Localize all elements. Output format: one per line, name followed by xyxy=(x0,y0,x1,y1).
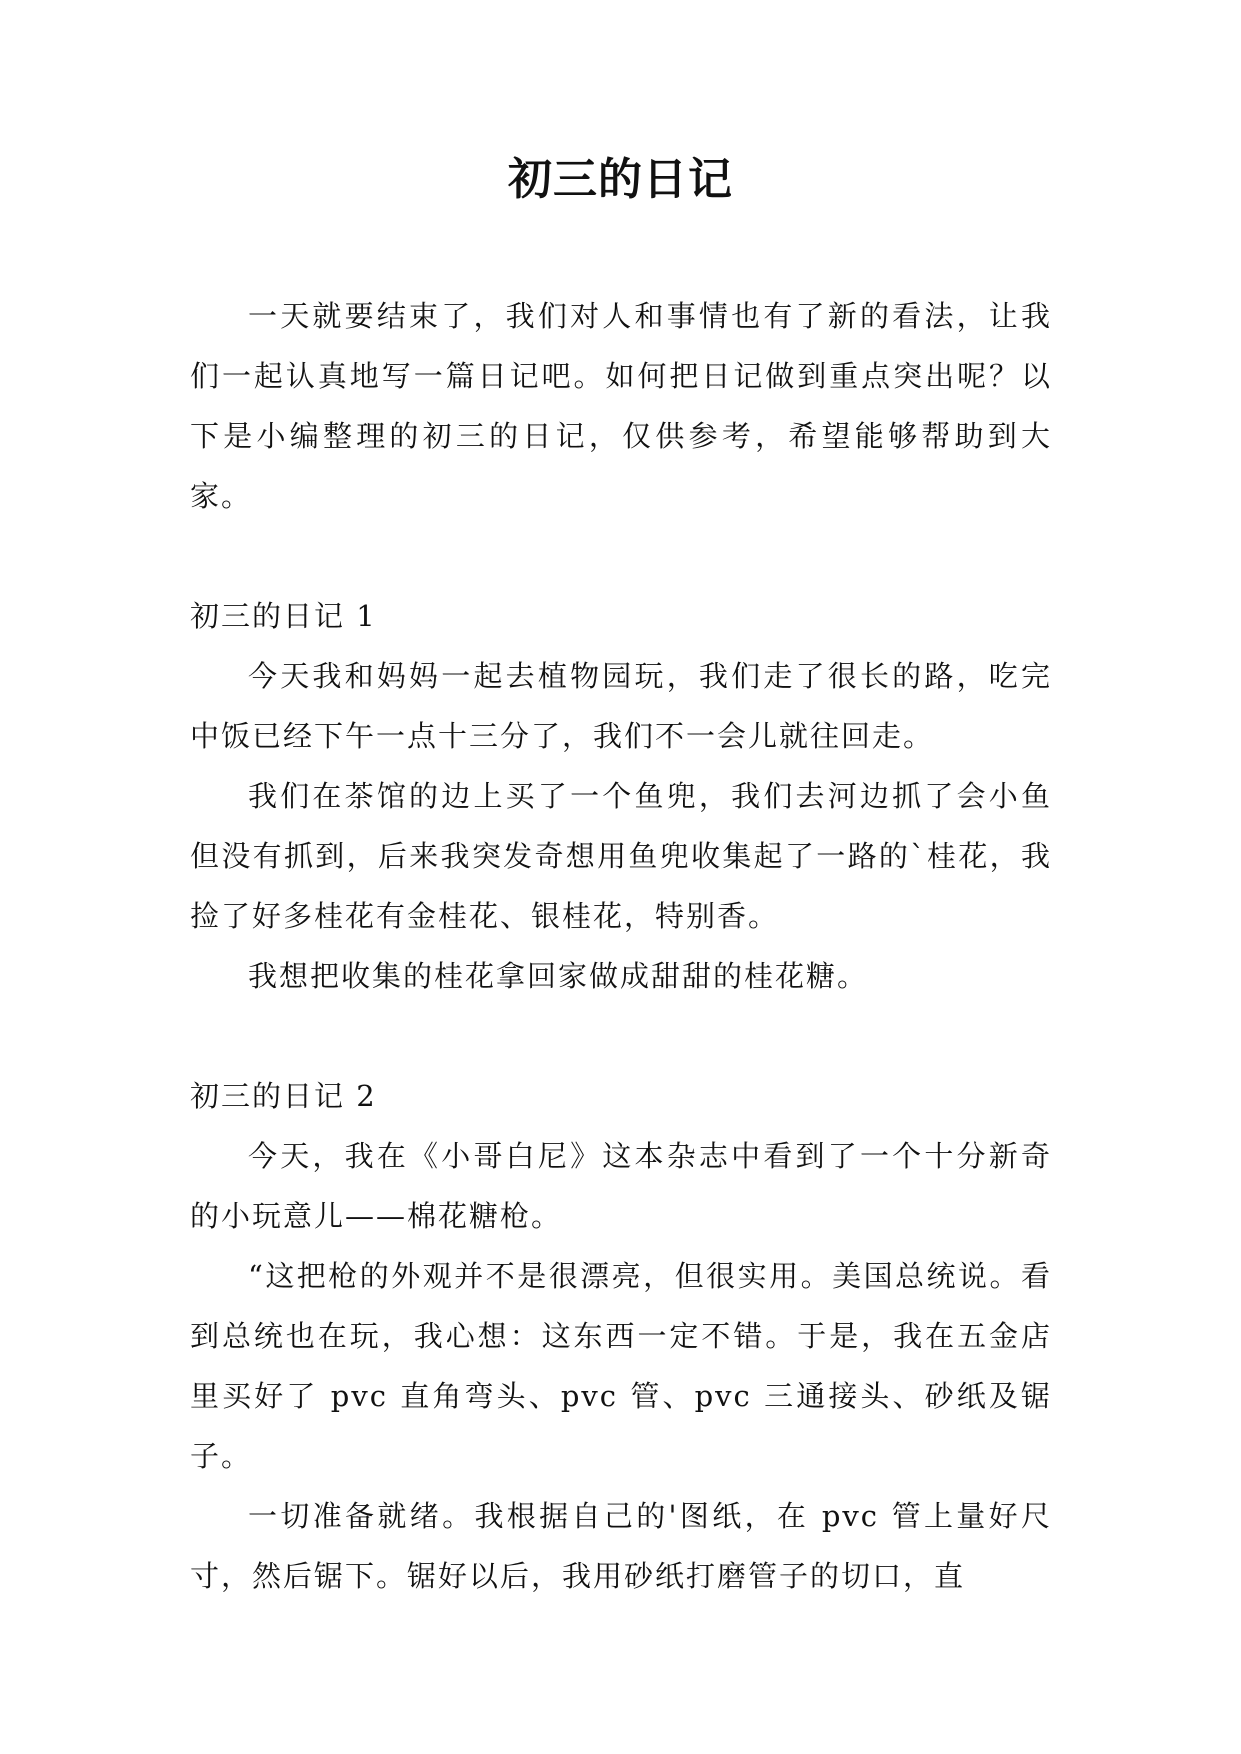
section-gap xyxy=(190,526,1052,586)
section-heading: 初三的日记 2 xyxy=(190,1079,377,1113)
section-paragraph: 今天，我在《小哥白尼》这本杂志中看到了一个十分新奇的小玩意儿——棉花糖枪。 xyxy=(190,1139,1052,1233)
section-paragraph: 我们在茶馆的边上买了一个鱼兜，我们去河边抓了会小鱼但没有抓到，后来我突发奇想用鱼兜收集起了一路的`桂花，我捡了好多桂花有金桂花、银桂花，特别香。 xyxy=(190,779,1052,933)
document-title: 初三的日记 xyxy=(508,154,733,205)
section-gap xyxy=(190,1006,1052,1066)
section-diary-2 xyxy=(190,1066,1052,1606)
section-paragraph: 今天我和妈妈一起去植物园玩，我们走了很长的路，吃完中饭已经下午一点十三分了，我们不一会儿就往回走。 xyxy=(190,659,1052,753)
document-body xyxy=(190,286,1052,1606)
section-heading: 初三的日记 1 xyxy=(190,599,377,633)
section-paragraph: 我想把收集的桂花拿回家做成甜甜的桂花糖。 xyxy=(248,959,869,993)
intro-paragraph: 一天就要结束了，我们对人和事情也有了新的看法，让我们一起认真地写一篇日记吧。如何把日记做到重点突出呢？以下是小编整理的初三的日记，仅供参考，希望能够帮助到大家。 xyxy=(190,299,1052,513)
section-paragraph: “这把枪的外观并不是很漂亮，但很实用。美国总统说。看到总统也在玩，我心想：这东西一定不错。于是，我在五金店里买好了 pvc 直角弯头、pvc 管、pvc 三通接头、砂纸及锯子。 xyxy=(190,1259,1052,1473)
section-paragraph: 一切准备就绪。我根据自己的'图纸，在 pvc 管上量好尺寸，然后锯下。锯好以后，我用砂纸打磨管子的切口，直 xyxy=(190,1499,1052,1593)
section-diary-1 xyxy=(190,586,1052,1006)
